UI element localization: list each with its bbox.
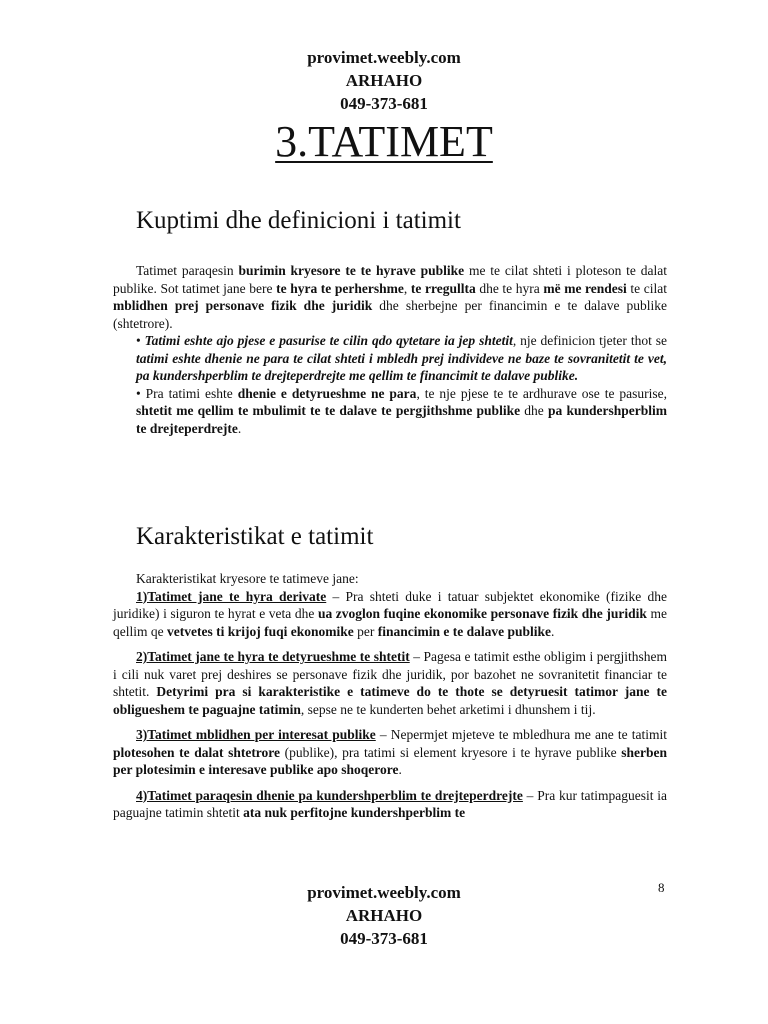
- characteristics-section: [113, 570, 667, 822]
- page-footer: [0, 881, 768, 950]
- definition-section: [113, 262, 667, 437]
- footer-name: ARHAHO: [345, 906, 423, 925]
- characteristic-item-3: 3)Tatimet mblidhen per interesat publike – Nepermjet mjeteve te mbledhura me ane te tatimit plotesohen te dalat shtetrore (publike), pra tatimi si element kryesore i te hyrave publike sherben per plotesimin e interesave publike apo shoqerore.: [113, 727, 668, 777]
- section-heading-definition: Kuptimi dhe definicioni i tatimit: [136, 207, 461, 234]
- section-heading-characteristics: Karakteristikat e tatimit: [136, 523, 374, 550]
- characteristic-item-1: 1)Tatimet jane te hyra derivate – Pra shteti duke i tatuar subjektet ekonomike (fizike dhe juridike) i siguron te hyrat e veta dhe ua zvoglon fuqine ekonomike personave fizik dhe juridik me qellim qe vetvetes ti krijoj fuqi ekonomike per financimin e te dalave publike.: [113, 588, 667, 639]
- characteristics-intro: Karakteristikat kryesore te tatimeve jane:: [136, 571, 359, 586]
- header-site: provimet.weebly.com: [307, 48, 461, 67]
- definition-paragraph: Tatimet paraqesin burimin kryesore te te hyrave publike me te cilat shteti i ploteson te dalat publike. Sot tatimet jane bere te hyra te perhershme, te rregullta dhe te hyra më me rendesi te cilat mblidhen prej personave fizik dhe juridik dhe sherbejne per financimin e te dalave publike (shtetrore).: [113, 263, 667, 331]
- definition-bullet-1: • Tatimi eshte ajo pjese e pasurise te cilin qdo qytetare ia jep shtetit, nje definicion tjeter thot se tatimi eshte dhenie ne para te cilat shteti i mbledh prej individeve ne baze te sovranitetit te vet, pa kundershperblim te drejteperdrejte me qellim te financimit te dalave publike.: [136, 333, 667, 383]
- page-number: 8: [658, 880, 665, 895]
- header-name: ARHAHO: [345, 71, 423, 90]
- footer-phone: 049-373-681: [340, 929, 428, 948]
- definition-bullet-2: • Pra tatimi eshte dhenie e detyrueshme ne para, te nje pjese te te ardhurave ose te pasurise, shtetit me qellim te mbulimit te te dalave te pergjithshme publike dhe pa kundershperblim te drejteperdrejte.: [136, 385, 667, 436]
- characteristic-item-2: 2)Tatimet jane te hyra te detyrueshme te shtetit – Pagesa e tatimit esthe obligim i pergjithshem i cili nuk varet prej deshires se personave fizik dhe juridik, por bazohet ne sovranitetit financiar te shtetit. Detyrimi pra si karakteristike e tatimeve do te thote se detyruesit tatimor jane te obligueshem te paguajne tatimin, sepse ne te kunderten behet arketimi i dhunshem i tij.: [113, 649, 667, 717]
- footer-site: provimet.weebly.com: [307, 883, 461, 902]
- header-phone: 049-373-681: [340, 94, 428, 113]
- characteristic-item-4: 4)Tatimet paraqesin dhenie pa kundershperblim te drejteperdrejte – Pra kur tatimpaguesit ia paguajne tatimin shtetit ata nuk perfitojne kundershperblim te: [113, 787, 667, 820]
- chapter-title: 3.TATIMET: [275, 117, 493, 166]
- page-header: [0, 46, 768, 115]
